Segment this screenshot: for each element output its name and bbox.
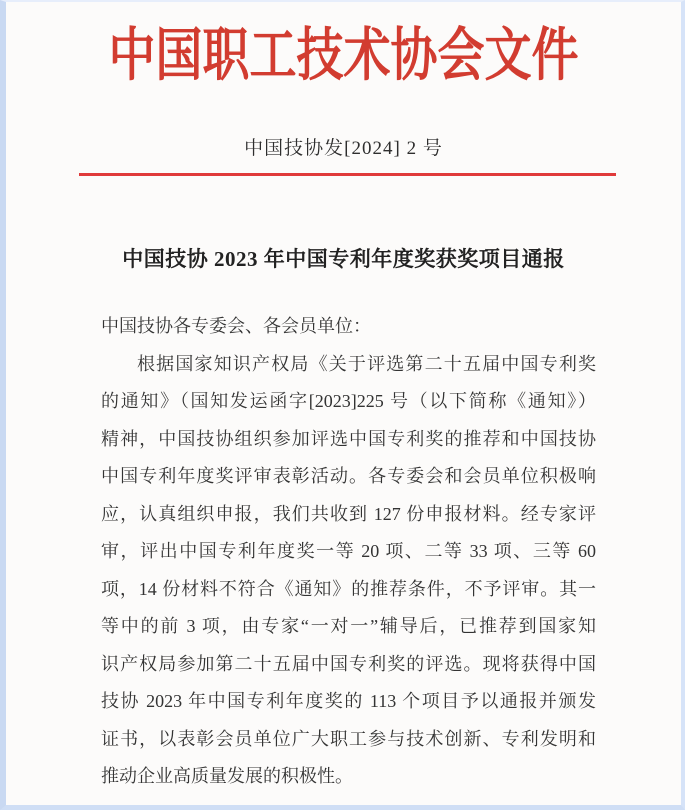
body-line: 根据国家知识产权局《关于评选第二十五届中国专利奖 (137, 353, 596, 374)
body-line: 审，评出中国专利年度奖一等 20 项、二等 33 项、三等 60 (101, 541, 596, 561)
doc-number: 中国技协发[2024] 2 号 (244, 138, 443, 159)
body-line: 证书，以表彰会员单位广大职工参与技术创新、专利发明和 (101, 728, 596, 749)
body-line: 推动企业高质量发展的积极性。 (101, 766, 353, 786)
body-line: 的通知》（国知发运函字[2023]225 号（以下简称《通知》） (101, 391, 596, 411)
body-line: 中国专利年度奖评审表彰活动。各专委会和会员单位积极响 (101, 466, 596, 486)
body-line: 精神，中国技协组织参加评选中国专利奖的推荐和中国技协 (101, 428, 596, 449)
document-title: 中国技协 2023 年中国专利年度奖获奖项目通报 (122, 247, 565, 271)
letterhead-title: 中国职工技术协会文件 (108, 24, 579, 89)
body-line: 技协 2023 年中国专利年度奖的 113 个项目予以通报并颁发 (101, 691, 596, 711)
body-line: 识产权局参加第二十五届中国专利奖的评选。现将获得中国 (101, 653, 596, 674)
salutation-line: 中国技协各专委会、各会员单位： (101, 316, 371, 336)
body-line: 项，14 份材料不符合《通知》的推荐条件，不予评审。其一 (101, 578, 596, 599)
body-text (101, 308, 596, 796)
body-line: 应，认真组织申报，我们共收到 127 份申报材料。经专家评 (101, 503, 596, 524)
body-line: 等中的前 3 项，由专家“一对一”辅导后，已推荐到国家知 (101, 616, 596, 636)
red-divider-line (79, 173, 616, 176)
